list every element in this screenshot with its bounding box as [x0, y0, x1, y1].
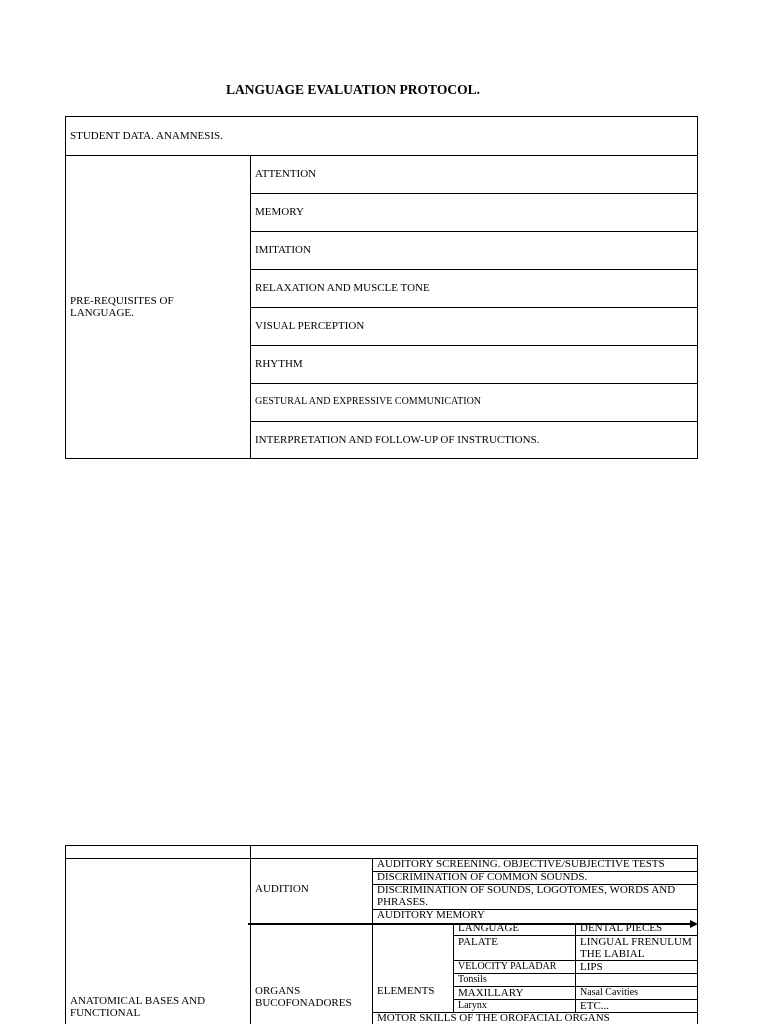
element-cell: Nasal Cavities: [580, 987, 639, 998]
audition-row: AUDITORY MEMORY: [377, 909, 485, 921]
page-title: LANGUAGE EVALUATION PROTOCOL.: [226, 82, 480, 97]
left-label: ANATOMICAL BASES AND FUNCTIONAL: [70, 995, 206, 1019]
item-label: RHYTHM: [255, 358, 303, 370]
element-cell: Larynx: [458, 1000, 487, 1011]
elements-label: ELEMENTS: [377, 985, 435, 997]
item-label: VISUAL PERCEPTION: [255, 320, 365, 332]
prerequisites-label: PRE-REQUISITES OF LANGUAGE.: [70, 294, 174, 319]
item-label: INTERPRETATION AND FOLLOW-UP OF INSTRUCTIONS.: [255, 434, 540, 446]
audition-row: DISCRIMINATION OF COMMON SOUNDS.: [377, 871, 588, 883]
element-cell: MAXILLARY: [458, 987, 524, 999]
motor-skills-row: MOTOR SKILLS OF THE OROFACIAL ORGANS: [377, 1012, 610, 1024]
element-cell: LANGUAGE: [458, 922, 520, 934]
item-label: RELAXATION AND MUSCLE TONE: [255, 282, 430, 294]
element-cell: LIPS: [580, 961, 603, 973]
item-label: IMITATION: [255, 244, 311, 256]
element-cell: VELOCITY PALADAR: [458, 961, 557, 972]
element-cell: DENTAL PIECES: [580, 922, 663, 934]
element-cell: PALATE: [458, 936, 498, 948]
audition-row: AUDITORY SCREENING. OBJECTIVE/SUBJECTIVE TESTS: [377, 858, 665, 870]
element-cell: LINGUAL FRENULUM THE LABIAL: [580, 936, 692, 960]
item-label: MEMORY: [255, 206, 304, 218]
item-label: ATTENTION: [255, 168, 317, 180]
organs-label: ORGANS BUCOFONADORES: [255, 985, 352, 1009]
element-cell: Tonsils: [458, 974, 487, 985]
audition-label: AUDITION: [255, 883, 309, 895]
audition-row: DISCRIMINATION OF SOUNDS, LOGOTOMES, WORDS AND PHRASES.: [377, 884, 676, 908]
element-cell: ETC...: [580, 1000, 610, 1012]
student-data-label: STUDENT DATA. ANAMNESIS.: [70, 130, 223, 142]
item-label: GESTURAL AND EXPRESSIVE COMMUNICATION: [255, 396, 482, 407]
